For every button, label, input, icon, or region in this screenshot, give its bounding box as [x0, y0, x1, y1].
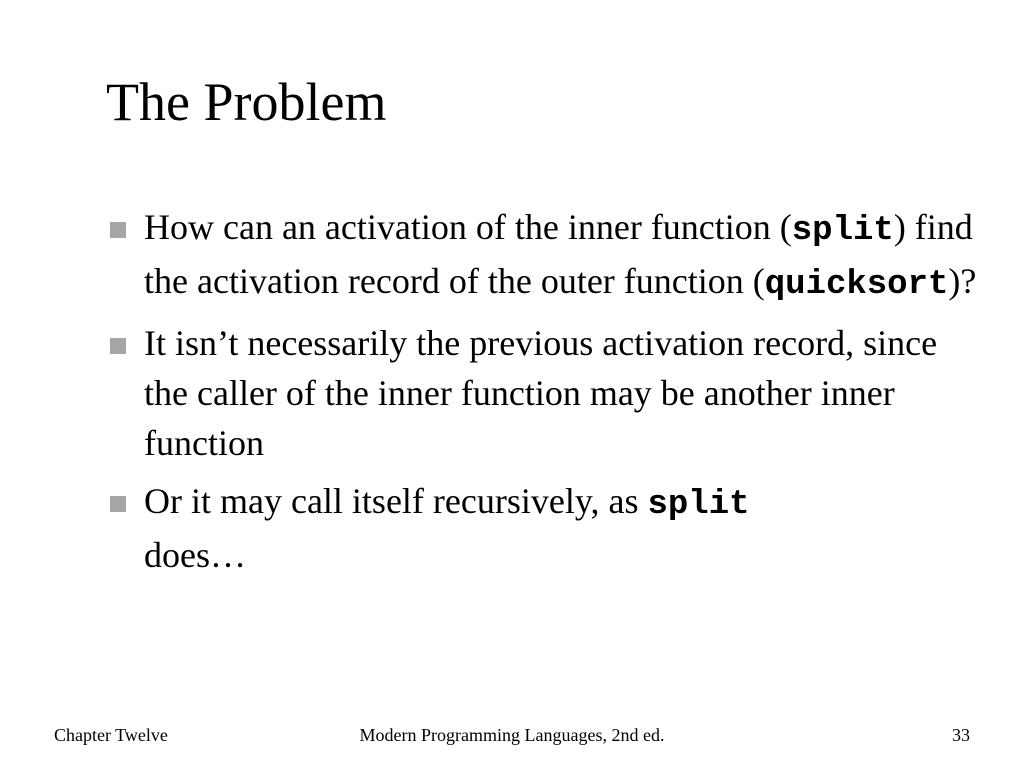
code-split: split [791, 212, 894, 250]
square-bullet-icon [110, 338, 126, 354]
slide-title: The Problem [106, 72, 387, 132]
bullet-item-inner-function [106, 202, 986, 310]
footer-chapter: Chapter Twelve [54, 725, 168, 745]
bullet-list [106, 202, 986, 588]
bullet-text: How can an activation of the inner function ( [144, 207, 792, 247]
footer-page-number: 33 [952, 725, 970, 745]
code-split: split [647, 486, 750, 524]
bullet-item-recursion [106, 476, 986, 580]
square-bullet-icon [110, 222, 126, 238]
bullet-item-previous-record [106, 318, 986, 468]
bullet-text: does… [144, 535, 246, 575]
square-bullet-icon [110, 496, 126, 512]
footer-book-title: Modern Programming Languages, 2nd ed. [359, 725, 665, 745]
bullet-text: ) find the activation record of the outer function ( [144, 207, 973, 301]
bullet-text: It isn’t necessarily the previous activation record, since the caller of the inner function may be another inner function [144, 323, 938, 463]
bullet-text: )? [948, 261, 977, 301]
code-quicksort: quicksort [764, 266, 949, 304]
bullet-text: Or it may call itself recursively, as [144, 481, 648, 521]
